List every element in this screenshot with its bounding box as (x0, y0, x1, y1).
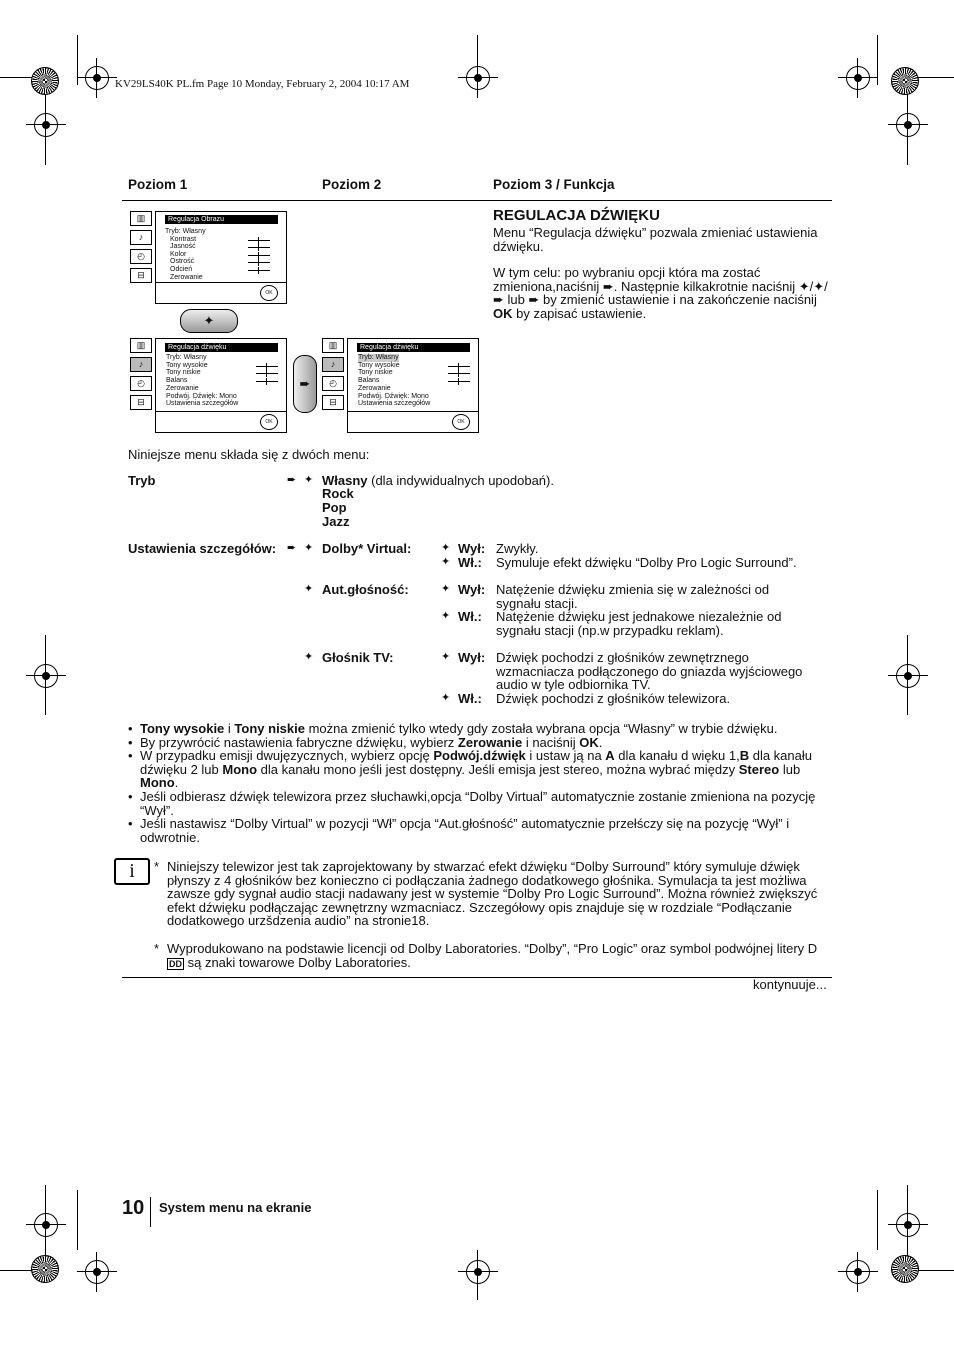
tv-menu-item: Balans (358, 377, 380, 384)
tv-menu-footer (348, 411, 478, 432)
tv-menu-item: Ostrość (170, 258, 195, 265)
registration-star-icon (31, 67, 59, 95)
tv-menu-title: Regulacja dźwięku (165, 343, 278, 352)
toolbox-icon: ⊟ (130, 395, 152, 410)
tv-menu-item: Tony niskie (166, 369, 201, 376)
tv-slider (248, 255, 270, 256)
sound-note-icon: ♪ (130, 357, 152, 372)
option-desc: Natężenie dźwięku zmienia się w zależności od sygnału stacji. (496, 582, 770, 611)
info-icon: i (114, 858, 150, 885)
tv-menu-sound (155, 338, 287, 433)
list-item: • Tony wysokie i Tony niskie można zmienić tylko wtedy gdy została wybrana opcja “Własny” w trybie dźwięku. (128, 721, 778, 736)
picture-icon: ▥ (130, 211, 152, 226)
arrow-down-icon: ✦ (441, 692, 451, 704)
dolby-dd-logo-icon: DD (169, 958, 182, 969)
arrow-down-button-icon: ✦ (180, 309, 238, 333)
option-on-label: Wł.: (458, 691, 482, 706)
tv-menu-item: Podwój. Dźwięk: Mono (358, 393, 429, 400)
registration-mark-icon (34, 664, 58, 688)
option-off-label: Wył: (458, 650, 486, 665)
note-dolby-license: Wyprodukowano na podstawie licencji od Dolby Laboratories. “Dolby”, “Pro Logic” oraz symbol podwójnej litery D DD są znaki towarowe Dolby Laboratories. (167, 941, 818, 970)
option-desc: Dźwięk pochodzi z głośników zewnętrznego wzmacniacza podłączonego do gniazda wyjściowego audio w tyle odbiornika TV. (496, 650, 803, 693)
glosnik-tv-label: Głośnik TV: (322, 650, 394, 665)
registration-mark-icon (466, 66, 490, 90)
ok-button-icon: OK (452, 414, 470, 430)
registration-mark-icon (34, 1213, 58, 1237)
tv-menu-item: Zerowanie (166, 385, 199, 392)
tv-menu-item: Jasność (170, 243, 196, 250)
arrow-down-icon: ✦ (441, 583, 451, 595)
tryb-option-wlasny: Własny (dla indywidualnych upodobań). (322, 473, 554, 488)
column-heading-level1: Poziom 1 (128, 177, 188, 192)
tv-menu-picture (155, 211, 287, 304)
tv-slider (256, 366, 278, 367)
dolby-virtual-label: Dolby* Virtual: (322, 541, 412, 556)
ok-button-icon: OK (260, 414, 278, 430)
tryb-option-pop: Pop (322, 500, 347, 515)
bullet-list (128, 722, 828, 844)
option-desc: Dźwięk pochodzi z głośników telewizora. (496, 691, 731, 706)
tv-menu-sound-selected (347, 338, 479, 433)
tv-menu-item: Tony wysokie (358, 362, 400, 369)
arrow-right-icon: ➨ (287, 542, 297, 554)
tv-slider (248, 247, 270, 248)
arrow-down-icon: ✦ (304, 651, 314, 663)
arrow-down-icon: ✦ (441, 651, 451, 663)
tv-slider (448, 373, 470, 374)
tv-slider (248, 240, 270, 241)
tv-menu-footer (156, 282, 286, 303)
registration-mark-icon (85, 1260, 109, 1284)
toolbox-icon: ⊟ (322, 395, 344, 410)
aut-glosnosc-label: Aut.głośność: (322, 582, 409, 597)
tv-menu-item: Tryb: Własny (166, 354, 207, 361)
section-intro: Menu “Regulacja dźwięku” pozwala zmieniać ustawienia dźwięku. (493, 225, 818, 254)
section-title: REGULACJA DŹWIĘKU (493, 207, 660, 224)
tv-menu-item: Zerowanie (358, 385, 391, 392)
crop-mark (877, 1190, 878, 1250)
arrow-down-icon: ✦ (304, 542, 314, 554)
file-header: KV29LS40K PL.fm Page 10 Monday, February 2, 2004 10:17 AM (115, 78, 410, 90)
footnote-star: * (154, 859, 160, 874)
header-rule (122, 200, 832, 201)
continues-label: kontynuuje... (753, 977, 827, 992)
registration-mark-icon (896, 113, 920, 137)
tryb-label: Tryb (128, 473, 156, 488)
arrow-right-button-icon: ➨ (293, 355, 317, 413)
menu-intro: Niniejsze menu składa się z dwóch menu: (128, 447, 370, 462)
arrow-down-icon: ✦ (441, 556, 451, 568)
registration-mark-icon (85, 66, 109, 90)
arrow-down-icon: ✦ (441, 542, 451, 554)
registration-star-icon (31, 1255, 59, 1283)
section-instructions: W tym celu: po wybraniu opcji która ma zostać zmieniona,naciśnij ➨. Następnie kilkakrotnie naciśnij ✦/✦/➨ lub ➨ by zmienić ustawienie i na zakończenie naciśnij OK by zapisać ustawienie. (493, 265, 828, 321)
toolbox-icon: ⊟ (130, 268, 152, 283)
tv-menu-item: Tony wysokie (166, 362, 208, 369)
tv-menu-title: Regulacja dźwięku (357, 343, 470, 352)
tv-slider (448, 381, 470, 382)
registration-mark-icon (896, 664, 920, 688)
picture-icon: ▥ (322, 338, 344, 353)
tv-slider (248, 262, 270, 263)
option-off-label: Wył: (458, 541, 486, 556)
tv-menu-item: Tony niskie (358, 369, 393, 376)
tv-menu-footer (156, 411, 286, 432)
tv-slider (448, 366, 470, 367)
tv-slider (256, 373, 278, 374)
clock-icon: ◴ (322, 376, 344, 391)
tv-menu-item: Kontrast (170, 236, 197, 243)
tv-menu-item: Odcień (170, 266, 193, 273)
picture-icon: ▥ (130, 338, 152, 353)
page-number: 10 (122, 1197, 145, 1219)
tv-menu-item: Balans (166, 377, 188, 384)
footnote-star: * (154, 941, 160, 956)
option-desc: Symuluje efekt dźwięku “Dolby Pro Logic Surround”. (496, 555, 797, 570)
column-heading-level2: Poziom 2 (322, 177, 382, 192)
registration-star-icon (891, 1255, 919, 1283)
sound-note-icon: ♪ (130, 230, 152, 245)
tv-slider (256, 381, 278, 382)
arrow-down-icon: ✦ (304, 474, 314, 486)
arrow-right-icon: ➨ (287, 474, 297, 486)
note-dolby-surround: Niniejszy telewizor jest tak zaprojektowany by stwarzać efekt dźwięku “Dolby Surround” który symuluje dźwięk płynszy z 4 głośników bez konieczno ci podłączania żadnego dodatkowego głośnika. Symulacja ta jest możliwa zawsze gdy sygnał audio stacji nadawany jest w systemie “Dolby Pro Logic Surround”. Można również zwiększyć efekt dźwięku podłączając zewnętrzny wzmacniacz. Szczegółowy opis znajduje się w rozdziale “Podłączanie dodatkowego urzšdzenia audio” na stronie18. (167, 859, 818, 929)
sound-note-icon: ♪ (322, 357, 344, 372)
clock-icon: ◴ (130, 249, 152, 264)
registration-mark-icon (846, 66, 870, 90)
tv-menu-item: Ustawienia szczegółów (358, 400, 431, 407)
tv-menu-item: Podwój. Dźwięk: Mono (166, 393, 237, 400)
list-item: • Jeśli nastawisz “Dolby Virtual” w pozycji “Wł” opcja “Aut.głośność” automatycznie przełśczy się na pozycję “Wył” i odwrotnie. (128, 816, 790, 845)
arrow-down-icon: ✦ (441, 610, 451, 622)
list-item: • Jeśli odbierasz dźwięk telewizora przez słuchawki,opcja “Dolby Virtual” automatycznie zostanie zmieniona na pozycję “Wył”. (128, 788, 816, 818)
list-item: • W przypadku emisji dwujęzycznych, wybierz opcję Podwój.dźwięk i ustaw ją na A dla kanału d więku 1,B dla kanału dźwięku 2 lub Mono dla kanału mono jeśli jest dostępny. Jeśli emisja jest stereo, można wybrać między Stereo lub Mono. (128, 748, 812, 791)
registration-mark-icon (846, 1260, 870, 1284)
column-heading-level3: Poziom 3 / Funkcja (493, 177, 615, 192)
crop-mark (77, 1190, 78, 1250)
tv-menu-item: Ustawienia szczegółów (166, 400, 239, 407)
registration-star-icon (891, 67, 919, 95)
option-desc: Zwykły. (496, 541, 539, 556)
tryb-option-jazz: Jazz (322, 514, 350, 529)
option-on-label: Wł.: (458, 609, 482, 624)
ustawienia-label: Ustawienia szczegółów: (128, 541, 277, 556)
tv-slider (248, 270, 270, 271)
arrow-down-icon: ✦ (304, 583, 314, 595)
clock-icon: ◴ (130, 376, 152, 391)
registration-mark-icon (34, 113, 58, 137)
tv-menu-item: Tryb: Własny (165, 228, 206, 235)
footer-divider (150, 1197, 151, 1227)
list-item: • By przywrócić nastawienia fabryczne dźwięku, wybierz Zerowanie i naciśnij OK. (128, 734, 603, 750)
tryb-option-rock: Rock (322, 486, 354, 501)
tv-menu-item: Kolor (170, 251, 187, 258)
registration-mark-icon (896, 1213, 920, 1237)
tv-menu-item: Zerowanie (170, 274, 203, 281)
bottom-rule (122, 977, 832, 978)
tv-menu-item-selected: Tryb: Własny (358, 354, 399, 361)
option-desc: Natężenie dźwięku jest jednakowe niezależnie od sygnału stacji (np.w przypadku reklam). (496, 609, 782, 638)
tv-menu-title: Regulacja Obrazu (165, 215, 278, 224)
footer-section-title: System menu na ekranie (159, 1200, 312, 1215)
option-on-label: Wł.: (458, 555, 482, 570)
ok-button-icon: OK (260, 285, 278, 301)
registration-mark-icon (466, 1260, 490, 1284)
option-off-label: Wył: (458, 582, 486, 597)
